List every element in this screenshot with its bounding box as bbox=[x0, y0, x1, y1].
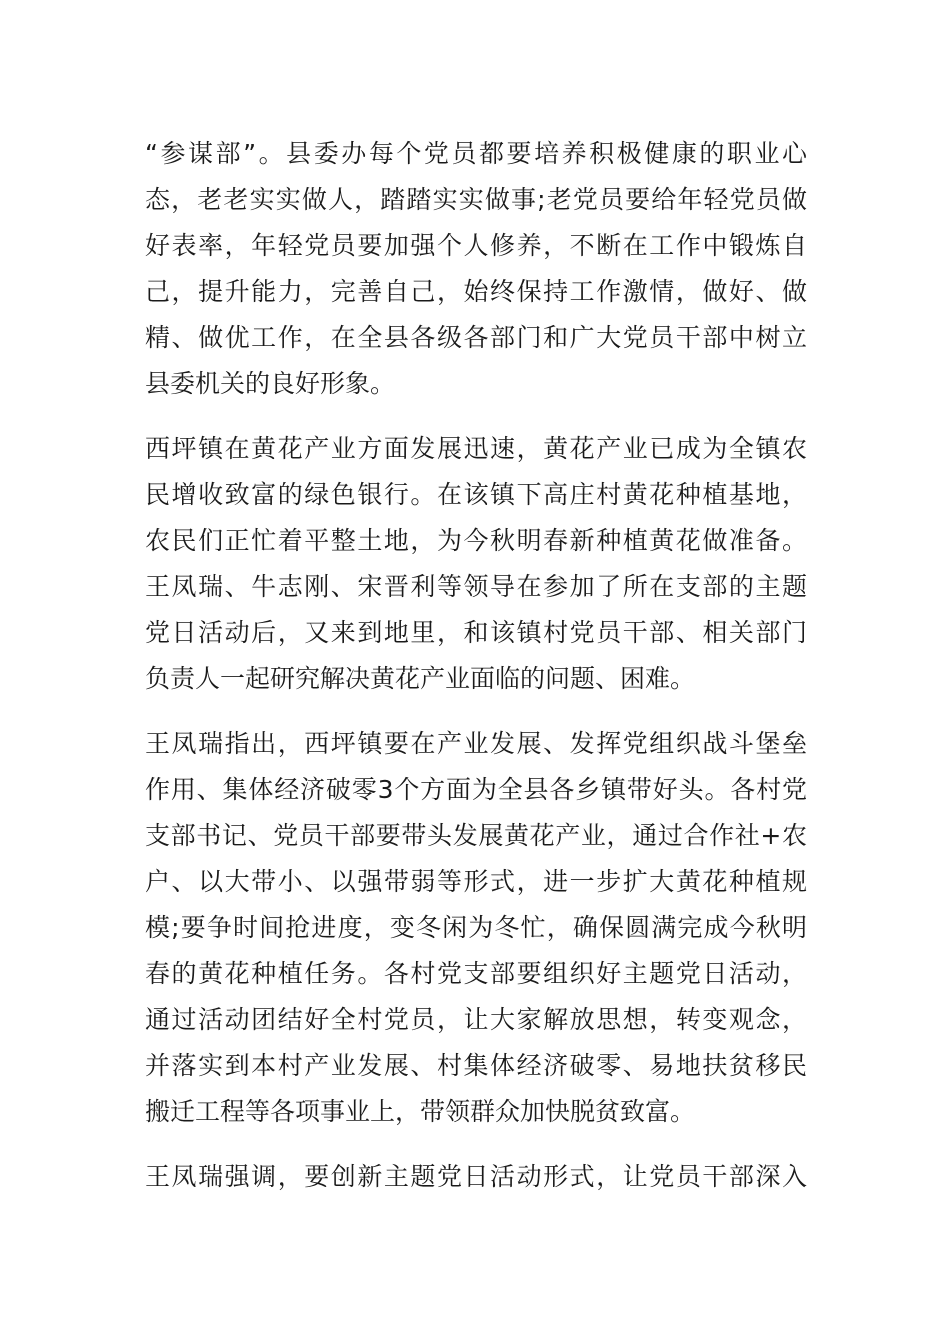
text-line: 负责人一起研究解决黄花产业面临的问题、困难。 bbox=[145, 664, 696, 693]
text-line: 并落实到本村产业发展、村集体经济破零、易地扶贫移民 bbox=[145, 1051, 807, 1080]
text-line: 王凤瑞指出，西坪镇要在产业发展、发挥党组织战斗堡垒 bbox=[145, 729, 807, 758]
text-line: 模;要争时间抢进度，变冬闲为冬忙，确保圆满完成今秋明 bbox=[145, 913, 807, 942]
text-line: 好表率，年轻党员要加强个人修养，不断在工作中锻炼自 bbox=[145, 231, 807, 260]
text-line: 户、以大带小、以强带弱等形式，进一步扩大黄花种植规 bbox=[145, 867, 807, 896]
text-line: 农民们正忙着平整土地，为今秋明春新种植黄花做准备。 bbox=[145, 526, 807, 555]
text-line: 王凤瑞、牛志刚、宋晋利等领导在参加了所在支部的主题 bbox=[145, 572, 807, 601]
text-line: 作用、集体经济破零3个方面为全县各乡镇带好头。各村党 bbox=[145, 775, 807, 804]
text-line: 党日活动后，又来到地里，和该镇村党员干部、相关部门 bbox=[145, 618, 807, 647]
text-line: 民增收致富的绿色银行。在该镇下高庄村黄花种植基地， bbox=[145, 480, 807, 509]
text-line: 通过活动团结好全村党员，让大家解放思想，转变观念， bbox=[145, 1005, 807, 1034]
text-line: 春的黄花种植任务。各村党支部要组织好主题党日活动， bbox=[145, 959, 807, 988]
text-line: 西坪镇在黄花产业方面发展迅速，黄花产业已成为全镇农 bbox=[145, 434, 807, 463]
text-line: 王凤瑞强调，要创新主题党日活动形式，让党员干部深入 bbox=[145, 1162, 807, 1191]
text-line: 精、做优工作，在全县各级各部门和广大党员干部中树立 bbox=[145, 323, 807, 352]
text-line: 县委机关的良好形象。 bbox=[145, 369, 396, 398]
text-line: 己，提升能力，完善自己，始终保持工作激情，做好、做 bbox=[145, 277, 807, 306]
text-line: “参谋部”。县委办每个党员都要培养积极健康的职业心 bbox=[145, 139, 807, 168]
text-line: 搬迁工程等各项事业上，带领群众加快脱贫致富。 bbox=[145, 1097, 696, 1126]
text-line: 态，老老实实做人，踏踏实实做事;老党员要给年轻党员做 bbox=[145, 185, 807, 214]
text-line: 支部书记、党员干部要带头发展黄花产业，通过合作社+农 bbox=[145, 821, 807, 850]
